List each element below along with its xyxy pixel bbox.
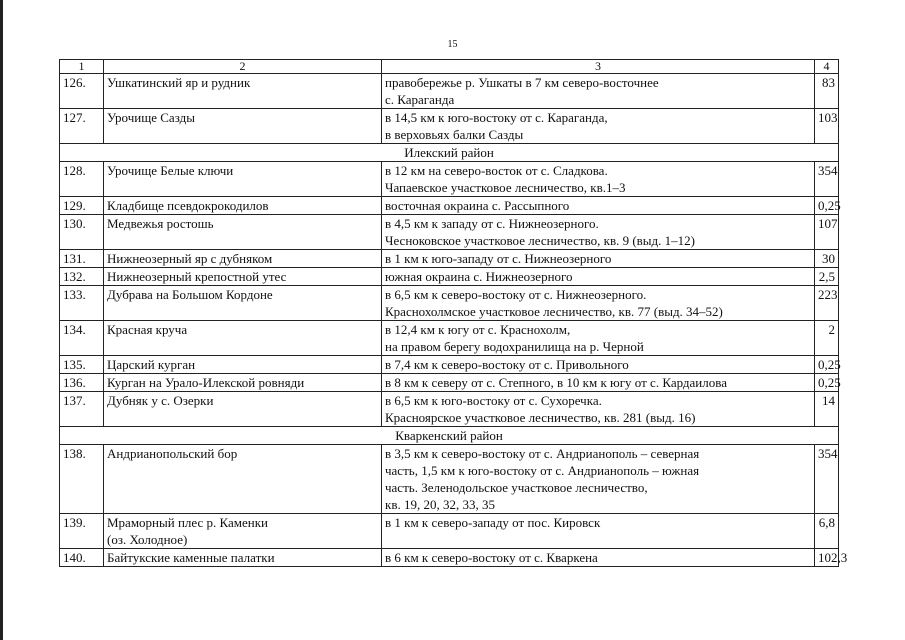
table-row (60, 445, 839, 514)
table-row (60, 74, 839, 109)
location-line: в верховьях балки Сазды (385, 127, 524, 142)
location-line: в 7,4 км к северо-востоку от с. Привольного (385, 357, 629, 372)
area-value: 30 (815, 250, 839, 268)
site-name: Ушкатинский яр и рудник (107, 75, 251, 90)
table-row (60, 514, 839, 549)
area-value: 354 (815, 162, 839, 197)
location-line: правобережье р. Ушкаты в 7 км северо-восточнее (385, 75, 659, 90)
location-line: Краснохолмское участковое лесничество, кв. 77 (выд. 34–52) (385, 304, 723, 319)
table-row (60, 374, 839, 392)
site-name: Красная круча (107, 322, 188, 337)
location-cell (382, 445, 815, 514)
location-cell (382, 74, 815, 109)
site-name: Дубняк у с. Озерки (107, 393, 214, 408)
location-line: южная окраина с. Нижнеозерного (385, 269, 573, 284)
location-line: кв. 19, 20, 32, 33, 35 (385, 497, 495, 512)
location-line: часть. Зеленодольское участковое лесничество, (385, 480, 648, 495)
site-name: Урочище Сазды (107, 110, 195, 125)
table-row (60, 162, 839, 197)
table-row (60, 197, 839, 215)
location-cell (382, 392, 815, 427)
row-number: 127. (60, 109, 104, 144)
site-name-cell (104, 250, 382, 268)
site-name: (оз. Холодное) (107, 532, 188, 547)
header-cell-4: 4 (815, 60, 839, 74)
location-line: в 6,5 км к юго-востоку от с. Сухоречка. (385, 393, 602, 408)
table-row (60, 268, 839, 286)
area-value: 107 (815, 215, 839, 250)
region-header-row (60, 427, 839, 445)
site-name-cell (104, 321, 382, 356)
area-value: 0,25 (815, 197, 839, 215)
table-row (60, 250, 839, 268)
row-number: 134. (60, 321, 104, 356)
site-name: Царский курган (107, 357, 196, 372)
location-line: в 3,5 км к северо-востоку от с. Андрианополь – северная (385, 446, 700, 461)
page-number: 15 (447, 39, 458, 50)
location-line: в 6,5 км к северо-востоку от с. Нижнеозерного. (385, 287, 647, 302)
table-row (60, 321, 839, 356)
location-cell (382, 514, 815, 549)
area-value: 2 (815, 321, 839, 356)
location-cell (382, 286, 815, 321)
location-line: в 6 км к северо-востоку от с. Кваркена (385, 550, 598, 565)
protected-areas-table (59, 59, 848, 567)
area-value: 354 (815, 445, 839, 514)
site-name: Курган на Урало-Илекской ровняди (107, 375, 305, 390)
header-cell-3: 3 (382, 60, 815, 74)
area-value: 103 (815, 109, 839, 144)
row-number: 129. (60, 197, 104, 215)
site-name-cell (104, 445, 382, 514)
row-number: 133. (60, 286, 104, 321)
site-name-cell (104, 109, 382, 144)
table-row (60, 392, 839, 427)
location-cell (382, 109, 815, 144)
region-header-row (60, 144, 839, 162)
site-name: Андрианопольский бор (107, 446, 238, 461)
site-name-cell (104, 392, 382, 427)
site-name-cell (104, 549, 382, 567)
site-name: Кладбище псевдокрокодилов (107, 198, 269, 213)
site-name: Урочище Белые ключи (107, 163, 234, 178)
site-name-cell (104, 74, 382, 109)
table-row (60, 356, 839, 374)
region-title: Илекский район (60, 144, 839, 162)
location-cell (382, 321, 815, 356)
location-cell (382, 356, 815, 374)
location-line: Чесноковское участковое лесничество, кв. 9 (выд. 1–12) (385, 233, 695, 248)
location-line: в 1 км к северо-западу от пос. Кировск (385, 515, 601, 530)
site-name-cell (104, 162, 382, 197)
location-line: в 1 км к юго-западу от с. Нижнеозерного (385, 251, 612, 266)
location-line: в 12,4 км к югу от с. Краснохолм, (385, 322, 571, 337)
location-cell (382, 549, 815, 567)
area-value: 83 (815, 74, 839, 109)
area-value: 102,3 (815, 549, 839, 567)
table-row (60, 549, 839, 567)
site-name-cell (104, 374, 382, 392)
table-header-row (60, 60, 839, 74)
area-value: 6,8 (815, 514, 839, 549)
row-number: 138. (60, 445, 104, 514)
location-line: восточная окраина с. Рассыпного (385, 198, 570, 213)
area-value: 0,25 (815, 374, 839, 392)
page-edge-bar (0, 0, 3, 640)
row-number: 136. (60, 374, 104, 392)
table-row (60, 286, 839, 321)
site-name: Байтукские каменные палатки (107, 550, 275, 565)
site-name: Дубрава на Большом Кордоне (107, 287, 273, 302)
area-value: 14 (815, 392, 839, 427)
row-number: 132. (60, 268, 104, 286)
row-number: 137. (60, 392, 104, 427)
location-line: на правом берегу водохранилища на р. Черной (385, 339, 644, 354)
location-cell (382, 162, 815, 197)
location-cell (382, 197, 815, 215)
location-cell (382, 250, 815, 268)
site-name: Нижнеозерный крепостной утес (107, 269, 287, 284)
location-line: часть, 1,5 км к юго-востоку от с. Андрианополь – южная (385, 463, 700, 478)
site-name-cell (104, 514, 382, 549)
site-name-cell (104, 197, 382, 215)
location-cell (382, 215, 815, 250)
site-name-cell (104, 268, 382, 286)
row-number: 130. (60, 215, 104, 250)
header-cell-1: 1 (60, 60, 104, 74)
location-line: Чапаевское участковое лесничество, кв.1–3 (385, 180, 626, 195)
location-line: с. Караганда (385, 92, 455, 107)
area-value: 2,5 (815, 268, 839, 286)
row-number: 135. (60, 356, 104, 374)
location-line: Красноярское участковое лесничество, кв. 281 (выд. 16) (385, 410, 696, 425)
table-row (60, 109, 839, 144)
location-cell (382, 268, 815, 286)
row-number: 139. (60, 514, 104, 549)
area-value: 0,25 (815, 356, 839, 374)
site-name-cell (104, 215, 382, 250)
row-number: 126. (60, 74, 104, 109)
site-name: Мраморный плес р. Каменки (107, 515, 269, 530)
header-cell-2: 2 (104, 60, 382, 74)
location-line: в 14,5 км к юго-востоку от с. Караганда, (385, 110, 608, 125)
location-cell (382, 374, 815, 392)
location-line: в 12 км на северо-восток от с. Сладкова. (385, 163, 608, 178)
site-name: Нижнеозерный яр с дубняком (107, 251, 273, 266)
region-title: Кваркенский район (60, 427, 839, 445)
location-line: в 4,5 км к западу от с. Нижнеозерного. (385, 216, 599, 231)
row-number: 131. (60, 250, 104, 268)
row-number: 140. (60, 549, 104, 567)
site-name-cell (104, 356, 382, 374)
area-value: 223 (815, 286, 839, 321)
table-row (60, 215, 839, 250)
site-name: Медвежья ростошь (107, 216, 214, 231)
location-line: в 8 км к северу от с. Степного, в 10 км к югу от с. Кардаилова (385, 375, 727, 390)
site-name-cell (104, 286, 382, 321)
row-number: 128. (60, 162, 104, 197)
